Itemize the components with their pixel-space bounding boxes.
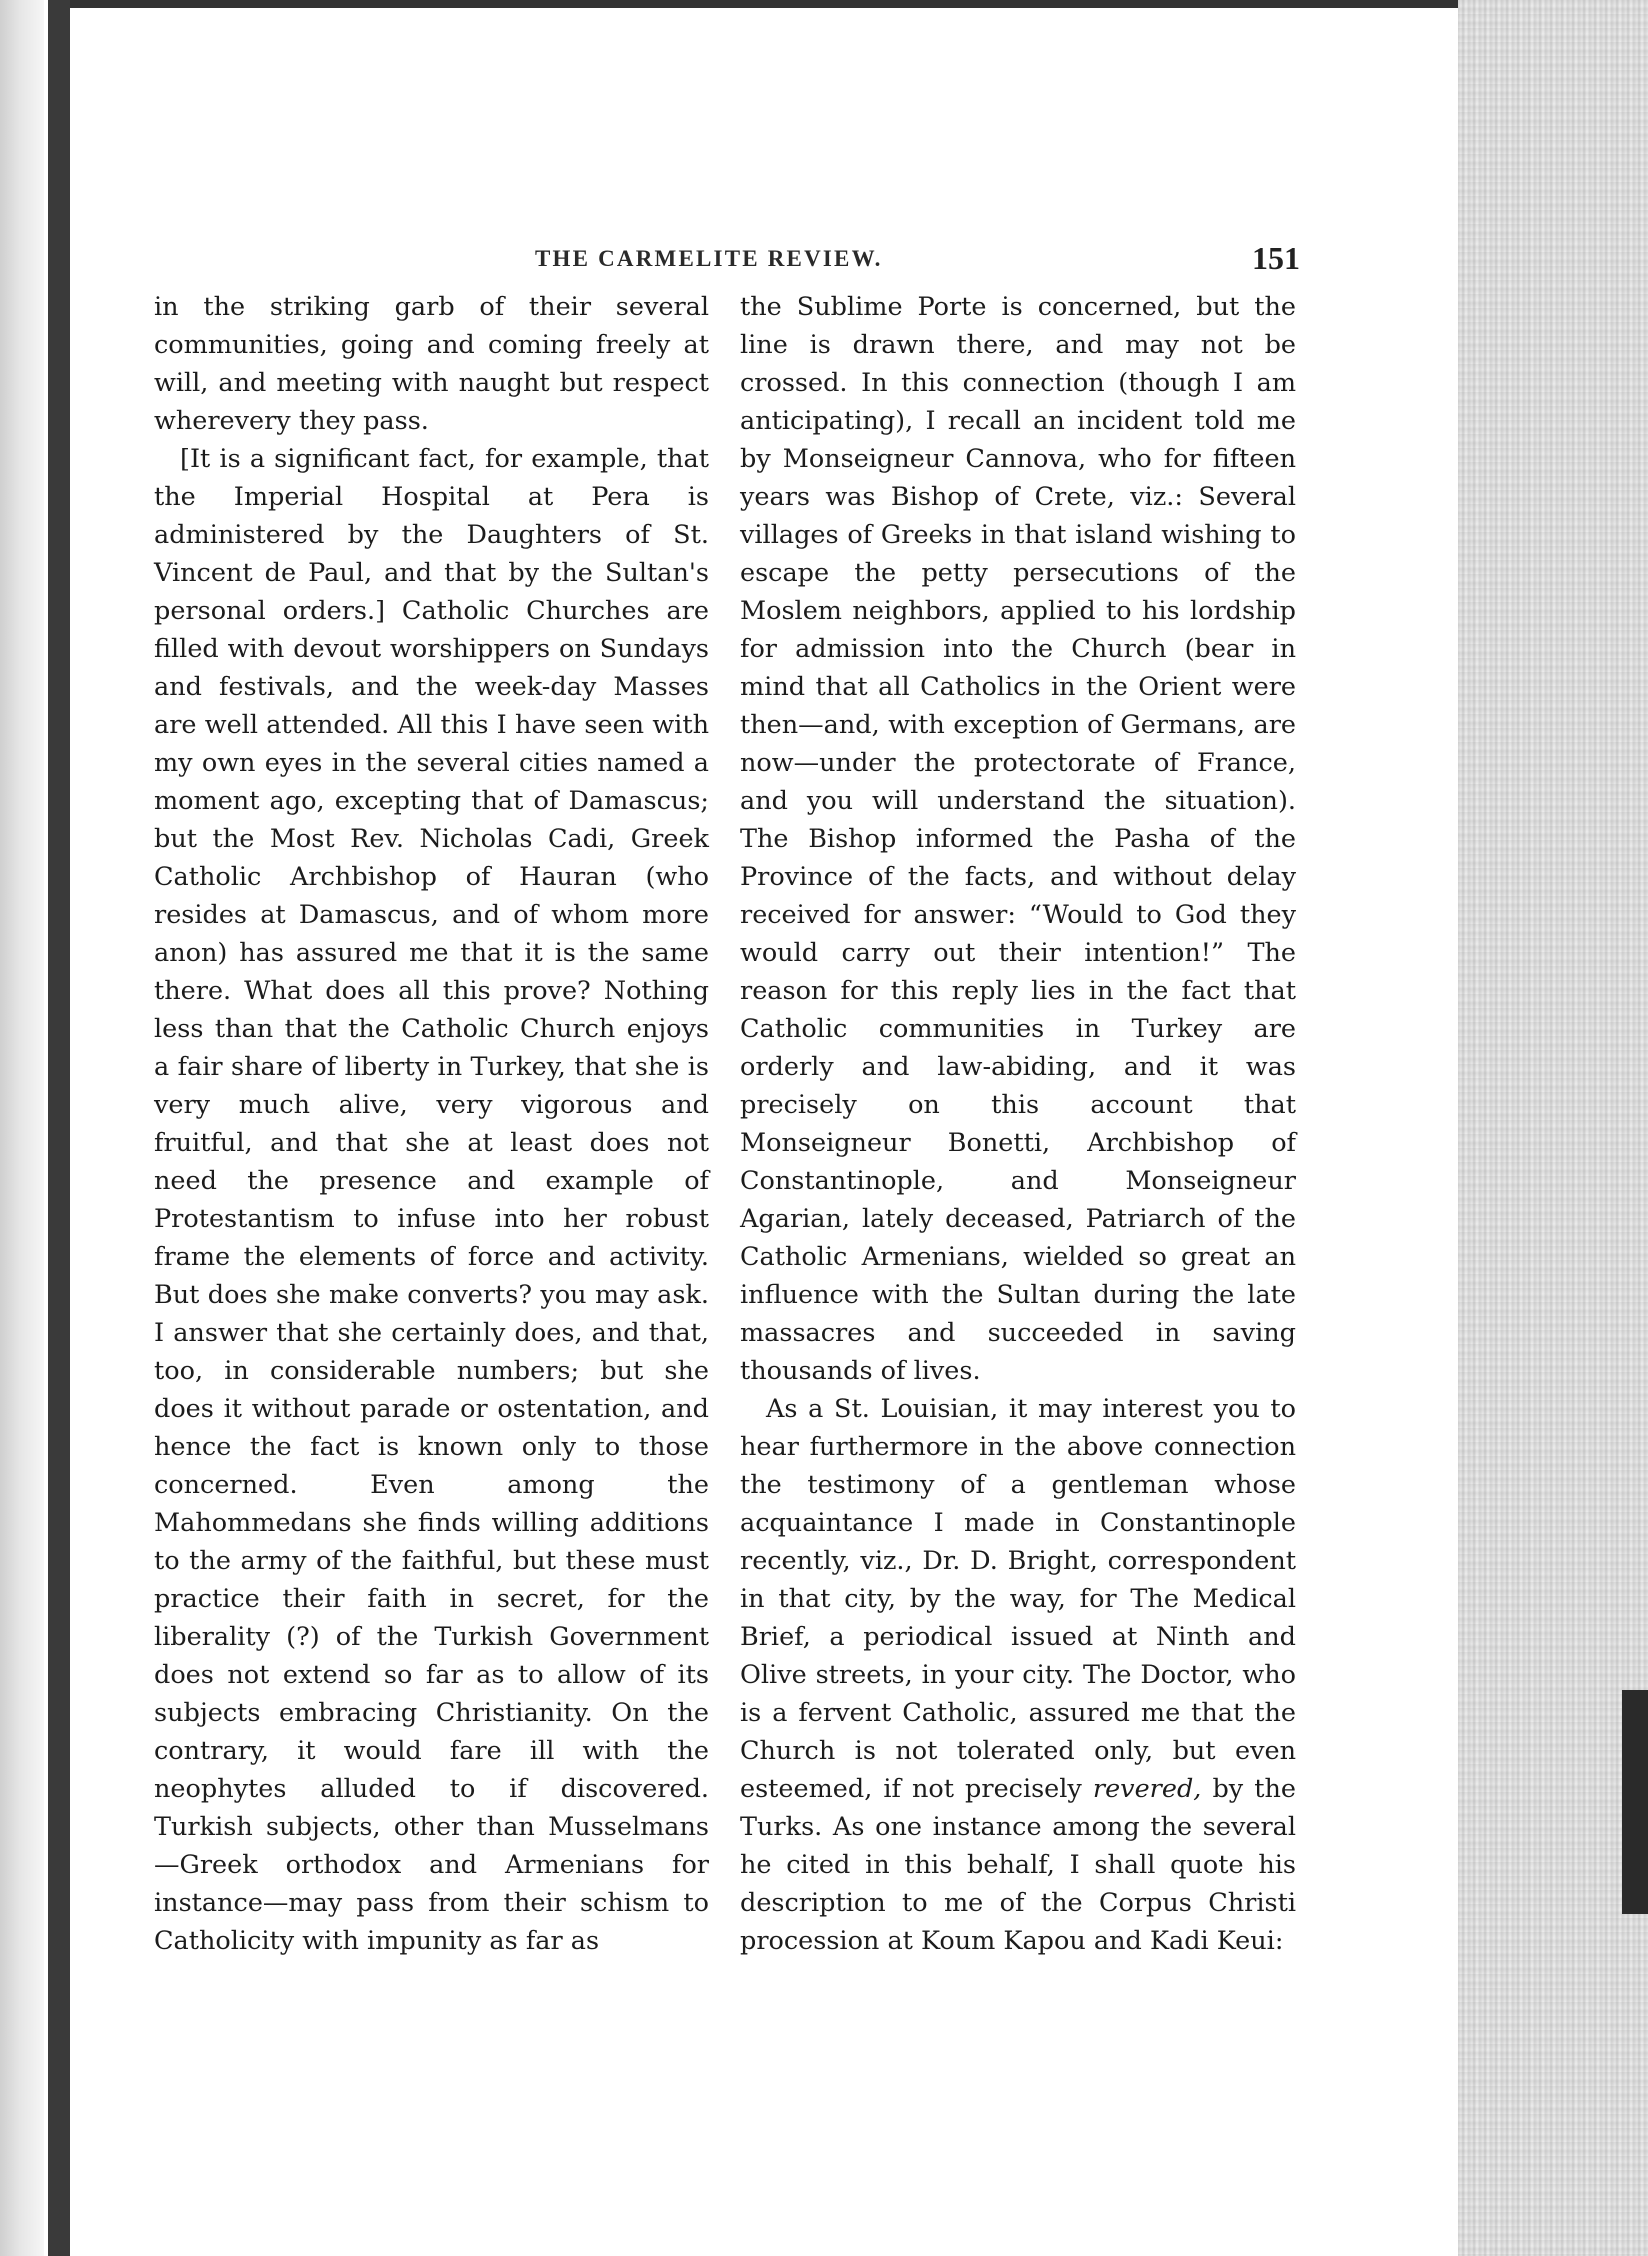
right-column: [740, 288, 1296, 1960]
left-paragraph-1: in the striking garb of their several communities, going and coming freely at will, and meeting with naught but respect wherevery they pass.: [154, 292, 709, 436]
edge-tab: [1622, 1690, 1648, 1914]
top-edge: [70, 0, 1648, 8]
page-number: 151: [1252, 240, 1300, 276]
left-column: [154, 288, 709, 1960]
running-head: THE CARMELITE REVIEW.: [535, 246, 883, 271]
right-paragraph-2-text-b: by the Turks. As one instance among the several he cited in this behalf, I shall quote his description to me of the Corpus Christi procession at Koum Kapou and Kadi Keui:: [740, 1774, 1296, 1956]
right-paragraph-2: [740, 1390, 1296, 1960]
book-binding: [0, 0, 44, 2256]
right-paragraph-2-text-a: As a St. Louisian, it may interest you to hear furthermore in the above connection the testimony of a gentleman whose acquaintance I made in Constantinople recently, viz., Dr. D. Bright, correspondent in that city, by the way, for The Medical Brief, a periodical issued at Ninth and Olive streets, in your city. The Doctor, who is a fervent Catholic, assured me that the Church is not tolerated only, but even esteemed, if not precisely: [740, 1394, 1296, 1804]
page-edges: [1458, 0, 1648, 2256]
gutter-shadow: [48, 0, 70, 2256]
page-header: [150, 240, 1300, 280]
left-paragraph-2: [It is a significant fact, for example, that the Imperial Hospital at Pera is administered by the Daughters of St. Vincent de Paul, and that by the Sultan's personal orders.] Catholic Churches are filled with devout worshippers on Sundays and festivals, and the week-day Masses are well attended. All this I have seen with my own eyes in the several cities named a moment ago, excepting that of Damascus; but the Most Rev. Nicholas Cadi, Greek Catholic Archbishop of Hauran (who resides at Damascus, and of whom more anon) has assured me that it is the same there. What does all this prove? Nothing less than that the Catholic Church enjoys a fair share of liberty in Turkey, that she is very much alive, very vigorous and fruitful, and that she at least does not need the presence and example of Protestantism to infuse into her robust frame the elements of force and activity. But does she make converts? you may ask. I answer that she certainly does, and that, too, in considerable numbers; but she does it without parade or ostentation, and hence the fact is known only to those concerned. Even among the Mahommedans she finds willing additions to the army of the faithful, but these must practice their faith in secret, for the liberality (?) of the Turkish Government does not extend so far as to allow of its subjects embracing Christianity. On the contrary, it would fare ill with the neophytes alluded to if discovered. Turkish subjects, other than Musselmans —Greek orthodox and Armenians for instance—may pass from their schism to Catholicity with impunity as far as: [154, 444, 709, 1956]
right-paragraph-1: the Sublime Porte is concerned, but the line is drawn there, and may not be crossed. In this connection (though I am anticipating), I recall an incident told me by Monseigneur Cannova, who for fifteen years was Bishop of Crete, viz.: Several villages of Greeks in that island wishing to escape the petty persecutions of the Moslem neighbors, applied to his lordship for admission into the Church (bear in mind that all Catholics in the Orient were then—and, with exception of Germans, are now—under the protectorate of France, and you will understand the situation). The Bishop informed the Pasha of the Province of the facts, and without delay received for answer: “Would to God they would carry out their intention!” The reason for this reply lies in the fact that Catholic communities in Turkey are orderly and law-abiding, and it was precisely on this account that Monseigneur Bonetti, Archbishop of Constantinople, and Monseigneur Agarian, lately deceased, Patriarch of the Catholic Armenians, wielded so great an influence with the Sultan during the late massacres and succeeded in saving thousands of lives.: [740, 292, 1296, 1386]
revered-italic: revered,: [1092, 1774, 1202, 1804]
